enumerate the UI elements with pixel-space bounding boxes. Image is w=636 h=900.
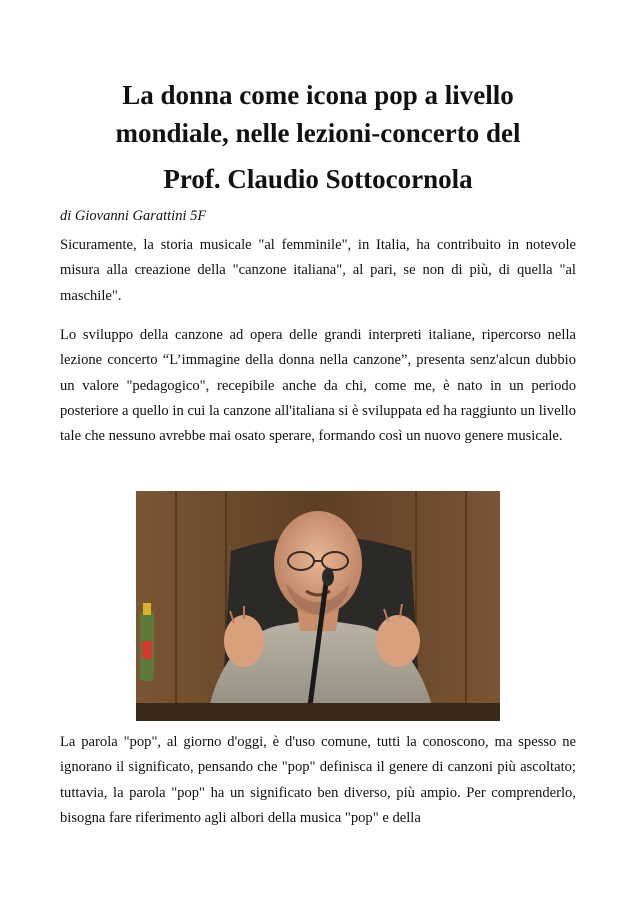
title-line-2: mondiale, nelle lezioni-concerto del [115,118,521,148]
article-title [60,76,576,198]
paragraph-3: La parola "pop", al giorno d'oggi, è d'uso comune, tutti la conoscono, ma spesso ne ignorano il significato, pensando che "pop" definisca il genere di canzoni più ascoltato; tuttavia, la parola "pop" ha un significato ben diverso, più ampio. Per comprenderlo, bisogna fare riferimento agli albori della musica "pop" e della [60,734,576,826]
paragraph-1: Sicuramente, la storia musicale "al femminile", in Italia, ha contribuito in notevole misura alla creazione della "canzone italiana", al pari, se non di più, di quella "al maschile". [60,237,576,304]
paragraph-2: Lo sviluppo della canzone ad opera delle grandi interpreti italiane, ripercorso nella lezione concerto “L’immagine della donna nella canzone”, presenta senz'alcun dubbio un valore "pedagogico", recepibile anche da chi, come me, è nato in un periodo posteriore a quello in cui la canzone all'italiana si è sviluppata ed ha raggiunto un livello tale che nessuno avrebbe mai osato sperare, formando così un nuovo genere musicale. [60,327,576,445]
title-line-3: Prof. Claudio Sottocornola [163,164,473,194]
speaker-photo-illustration [136,491,500,721]
speaker-photo [136,491,500,721]
author-byline: di Giovanni Garattini 5F [60,208,207,224]
title-line-1: La donna come icona pop a livello [122,80,514,110]
